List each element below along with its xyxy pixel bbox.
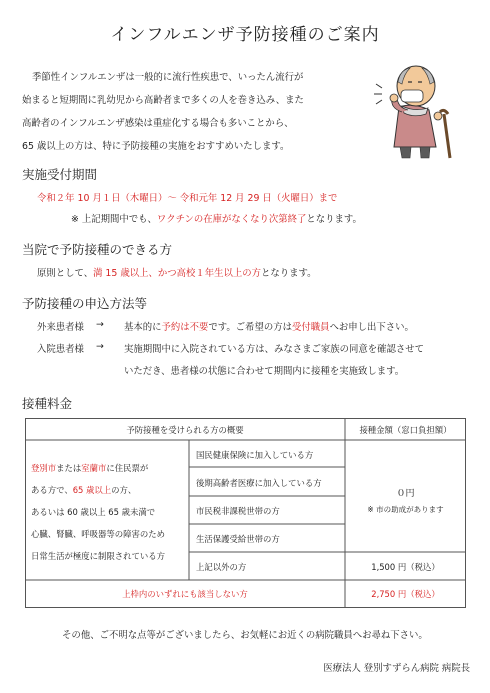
outpatient-text [124, 319, 414, 333]
eligible-text-prefix: 原則として、 [37, 268, 94, 279]
fee-left-line: 心臓、腎臓、呼吸器等の障害のため [31, 529, 165, 539]
fee-left-line: 日常生活が極度に制限されている方 [31, 551, 165, 561]
outpatient-text-p2: です。ご希望の方は [208, 322, 293, 333]
fee-left-line [31, 484, 136, 496]
inpatient-label: 入院患者様 [37, 344, 84, 355]
eligible-heading: 当院で予防接種のできる方 [22, 242, 173, 257]
eligible-text [37, 265, 316, 279]
outpatient-label: 外来患者様 [37, 322, 84, 333]
fee-other-price: 1,500 円（税込） [371, 562, 440, 572]
apply-heading: 予防接種の申込方法等 [22, 296, 148, 311]
intro-line: 始まると短期間に乳幼児から高齢者まで多くの人を巻き込み、また [22, 95, 304, 106]
intro-line: 季節性インフルエンザは一般的に流行性疾患で、いったん流行が [32, 72, 304, 83]
eligible-text-red: 満 15 歳以上、かつ高校１年生以上の方 [93, 268, 261, 279]
outpatient-text-red2: 受付職員 [292, 322, 330, 333]
eligible-text-suffix: となります。 [260, 268, 317, 279]
fee-left-text: または [56, 463, 82, 473]
fee-free-note: ※ 市の助成があります [367, 505, 444, 514]
fee-sub-row: 国民健康保険に加入している方 [196, 450, 314, 460]
fee-table [25, 418, 466, 608]
fee-left-text: ある方で、 [31, 485, 73, 495]
fee-left-text: の方、 [111, 485, 137, 495]
fees-heading: 接種料金 [22, 396, 73, 411]
page-title: インフルエンザ予防接種のご案内 [110, 25, 380, 45]
period-dates: 令和２年 10 月１日（木曜日）～ 令和元年 12 月 29 日（火曜日）まで [37, 193, 338, 204]
intro-line: 高齢者のインフルエンザ感染は重症化する場合も多いことから、 [22, 118, 294, 129]
outpatient-text-p3: へお申し出下さい。 [329, 322, 414, 333]
fee-left-red: 登別市 [31, 463, 57, 473]
fee-left-line [31, 462, 148, 474]
outpatient-text-red1: 予約は不要 [161, 322, 209, 333]
outpatient-text-p1: 基本的に [124, 322, 162, 333]
intro-paragraph [22, 66, 344, 158]
fee-left-red: 65 歳以上 [72, 485, 112, 495]
fee-sub-row: 後期高齢者医療に加入している方 [196, 478, 322, 488]
fee-left-red: 室蘭市 [81, 463, 107, 473]
fee-col-header-amount: 接種金額（窓口負担額） [359, 425, 452, 435]
fee-none-price: 2,750 円（税込） [371, 589, 440, 599]
fee-free-price: ０円 [396, 489, 415, 499]
inpatient-line-2: いただき、患者様の状態に合わせて期間内に接種を実施致します。 [124, 366, 405, 377]
period-note-prefix: ※ 上記期間中でも、 [71, 214, 157, 225]
fee-left-line: あるいは 60 歳以上 65 歳未満で [31, 507, 156, 517]
period-note [71, 211, 362, 225]
fee-col-header-overview: 予防接種を受けられる方の概要 [126, 425, 244, 435]
outpatient-arrow: → [96, 319, 104, 330]
period-note-red: ワクチンの在庫がなくなり次第終了 [156, 214, 307, 225]
fee-sub-row: 上記以外の方 [196, 562, 247, 572]
signature: 医療法人 登別すずらん病院 病院長 [323, 663, 470, 674]
period-heading: 実施受付期間 [22, 167, 98, 182]
fee-sub-row: 生活保護受給世帯の方 [196, 534, 280, 544]
period-note-suffix: となります。 [306, 214, 362, 225]
fee-left-text: に住民票が [106, 463, 149, 473]
inpatient-line-1: 実施期間中に入院されている方は、みなさまご家族の同意を確認させて [124, 344, 425, 355]
inquiry-note: その他、ご不明な点等がございましたら、お気軽にお近くの病院職員へお尋ね下さい。 [62, 630, 428, 641]
inpatient-arrow: → [96, 341, 104, 352]
elderly-coughing-illustration [354, 52, 474, 162]
intro-line: 65 歳以上の方は、特に予防接種の実施をおすすめいたします。 [22, 141, 290, 152]
fee-none-label: 上枠内のいずれにも該当しない方 [122, 589, 248, 599]
fee-sub-row: 市民税非課税世帯の方 [196, 506, 280, 516]
